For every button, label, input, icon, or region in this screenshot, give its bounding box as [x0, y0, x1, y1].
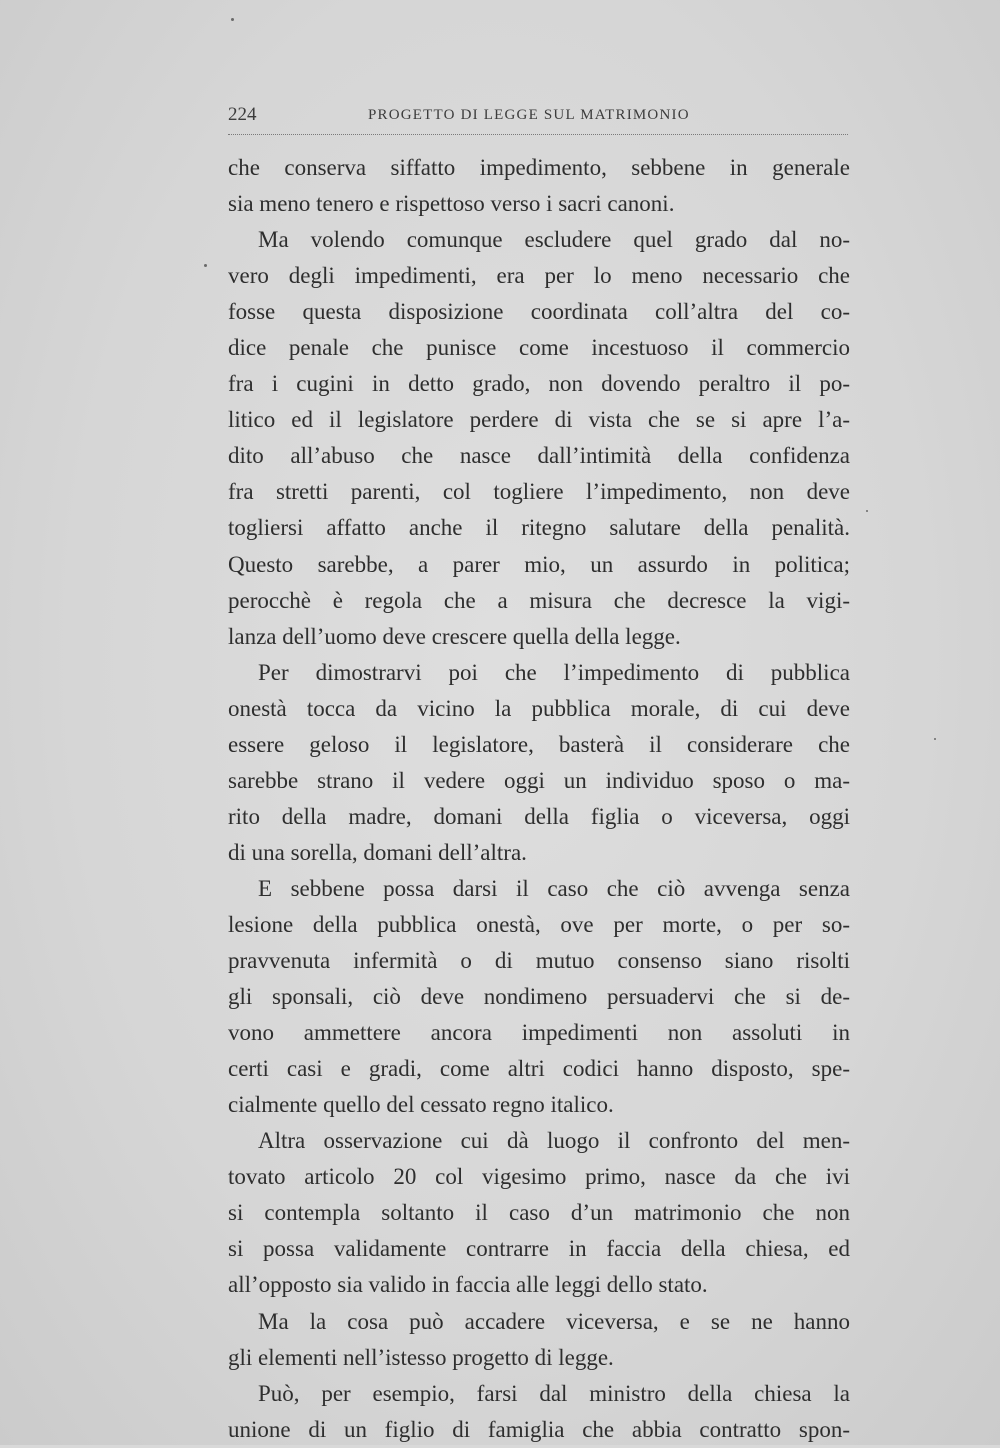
text-line: che conserva siffatto impedimento, sebbene in generale	[228, 155, 850, 180]
text-line: fra stretti parenti, col togliere l’impedimento, non deve	[228, 479, 850, 505]
text-line: E sebbene possa darsi il caso che ciò avvenga senza	[258, 875, 850, 901]
text-line: si contempla soltanto il caso d’un matrimonio che non	[228, 1200, 850, 1226]
page-number: 224	[228, 104, 257, 125]
text-line: Altra osservazione cui dà luogo il confronto del men-	[258, 1128, 850, 1154]
body-text	[228, 150, 850, 1448]
text-line: Per dimostrarvi poi che l’impedimento di pubblica	[258, 659, 850, 685]
paper-speck	[934, 738, 936, 740]
text-line: perocchè è regola che a misura che decresce la vigi-	[228, 587, 850, 613]
text-line: gli elementi nell’istesso progetto di legge.	[228, 1344, 614, 1370]
text-line: Questo sarebbe, a parer mio, un assurdo in politica;	[228, 551, 850, 577]
text-line: di una sorella, domani dell’altra.	[228, 839, 527, 865]
text-line: certi casi e gradi, come altri codici hanno disposto, spe-	[228, 1056, 850, 1082]
text-line: vero degli impedimenti, era per lo meno necessario che	[228, 263, 850, 289]
text-line: Ma volendo comunque escludere quel grado dal no-	[258, 227, 850, 253]
page-header	[228, 104, 848, 135]
paper-speck	[866, 510, 868, 512]
text-line: sia meno tenero e rispettoso verso i sacri canoni.	[228, 191, 675, 217]
text-line: Ma la cosa può accadere viceversa, e se ne hanno	[258, 1308, 850, 1334]
text-line: all’opposto sia valido in faccia alle leggi dello stato.	[228, 1272, 708, 1298]
paper-speck	[231, 18, 234, 21]
text-line: tovato articolo 20 col vigesimo primo, nasce da che ivi	[228, 1164, 850, 1190]
text-line: si possa validamente contrarre in faccia della chiesa, ed	[228, 1236, 850, 1262]
text-line: lanza dell’uomo deve crescere quella della legge.	[228, 623, 681, 649]
text-line: lesione della pubblica onestà, ove per morte, o per so-	[228, 911, 850, 937]
text-line: dito all’abuso che nasce dall’intimità della confidenza	[228, 443, 850, 469]
paper-speck	[204, 264, 207, 267]
text-line: vono ammettere ancora impedimenti non assoluti in	[228, 1020, 850, 1046]
text-line: togliersi affatto anche il ritegno salutare della penalità.	[228, 515, 850, 541]
text-line: unione di un figlio di famiglia che abbia contratto spon-	[228, 1416, 850, 1442]
text-line: Può, per esempio, farsi dal ministro della chiesa la	[258, 1380, 850, 1406]
text-line: onestà tocca da vicino la pubblica morale, di cui deve	[228, 695, 850, 721]
running-title: PROGETTO DI LEGGE SUL MATRIMONIO	[368, 107, 690, 123]
text-line: rito della madre, domani della figlia o viceversa, oggi	[228, 803, 850, 829]
text-line: pravvenuta infermità o di mutuo consenso siano risolti	[228, 948, 850, 974]
text-line: fosse questa disposizione coordinata coll’altra del co-	[228, 299, 850, 325]
text-line: gli sponsali, ciò deve nondimeno persuadervi che si de-	[228, 984, 850, 1010]
text-line: litico ed il legislatore perdere di vista che se si apre l’a-	[228, 407, 850, 433]
text-line: fra i cugini in detto grado, non dovendo peraltro il po-	[228, 371, 850, 397]
text-line: dice penale che punisce come incestuoso il commercio	[228, 335, 850, 361]
text-line: cialmente quello del cessato regno italico.	[228, 1092, 614, 1118]
text-line: sarebbe strano il vedere oggi un individuo sposo o ma-	[228, 767, 850, 793]
text-line: essere geloso il legislatore, basterà il considerare che	[228, 731, 850, 757]
